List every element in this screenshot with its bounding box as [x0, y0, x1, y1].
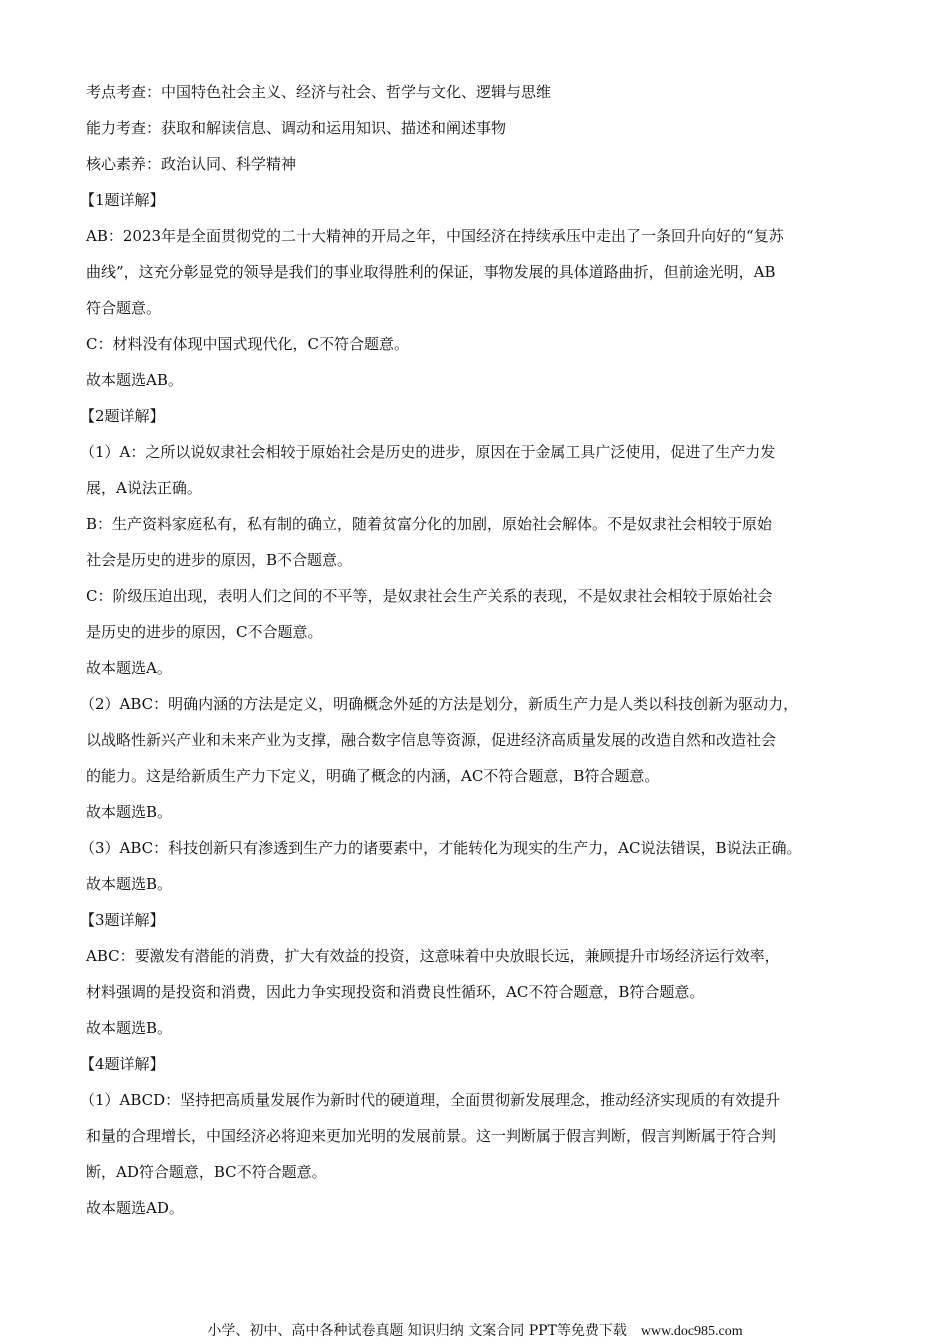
text-line: C：阶级压迫出现，表明人们之间的不平等，是奴隶社会生产关系的表现，不是奴隶社会相较于原始社会	[86, 587, 773, 605]
answer-line-q3: 故本题选B。	[86, 1019, 173, 1037]
section-heading-q1: 【1题详解】	[80, 191, 165, 209]
ability-line: 能力考查：获取和解读信息、调动和运用知识、描述和阐述事物	[86, 119, 507, 137]
text-line: 的能力。这是给新质生产力下定义，明确了概念的内涵，AC不符合题意，B符合题意。	[86, 767, 660, 785]
section-heading-q3: 【3题详解】	[80, 911, 165, 929]
text-line: ABC：要激发有潜能的消费，扩大有效益的投资，这意味着中央放眼长远，兼顾提升市场经济运行效率，	[86, 947, 780, 965]
text-line: （1）A：之所以说奴隶社会相较于原始社会是历史的进步，原因在于金属工具广泛使用，促进了生产力发	[80, 443, 776, 461]
text-line: 符合题意。	[86, 299, 162, 317]
text-line: （3）ABC：科技创新只有渗透到生产力的诸要素中，才能转化为现实的生产力，AC说法错误，B说法正确。	[80, 839, 802, 857]
text-line: 是历史的进步的原因，C不合题意。	[86, 623, 323, 641]
text-line: （2）ABC：明确内涵的方法是定义，明确概念外延的方法是划分，新质生产力是人类以科技创新为驱动力，	[80, 695, 799, 713]
answer-line-q2-2: 故本题选B。	[86, 803, 173, 821]
core-literacy-line: 核心素养：政治认同、科学精神	[86, 155, 297, 173]
text-line: 曲线”，这充分彰显党的领导是我们的事业取得胜利的保证，事物发展的具体道路曲折，但前途光明，AB	[86, 263, 776, 281]
footer-site-link[interactable]: www.doc985.com	[640, 1324, 743, 1339]
answer-line-q4: 故本题选AD。	[86, 1199, 184, 1217]
answer-line-q2-3: 故本题选B。	[86, 875, 173, 893]
text-line: （1）ABCD：坚持把高质量发展作为新时代的硬道理，全面贯彻新发展理念，推动经济实现质的有效提升	[80, 1091, 781, 1109]
text-line: 以战略性新兴产业和未来产业为支撑，融合数字信息等资源，促进经济高质量发展的改造自然和改造社会	[86, 731, 777, 749]
text-line: AB：2023年是全面贯彻党的二十大精神的开局之年，中国经济在持续承压中走出了一条回升向好的“复苏	[86, 227, 784, 245]
text-line: 材料强调的是投资和消费，因此力争实现投资和消费良性循环，AC不符合题意，B符合题意。	[86, 983, 705, 1001]
exam-point-line: 考点考查：中国特色社会主义、经济与社会、哲学与文化、逻辑与思维	[86, 83, 552, 101]
text-line: 展，A说法正确。	[86, 479, 202, 497]
text-line: 断，AD符合题意，BC不符合题意。	[86, 1163, 327, 1181]
text-line: 和量的合理增长，中国经济必将迎来更加光明的发展前景。这一判断属于假言判断，假言判断属于符合判	[86, 1127, 777, 1145]
answer-line-q2-1: 故本题选A。	[86, 659, 172, 677]
section-heading-q4: 【4题详解】	[80, 1055, 165, 1073]
document-body	[80, 74, 868, 1226]
text-line: B：生产资料家庭私有，私有制的确立，随着贫富分化的加剧，原始社会解体。不是奴隶社会相较于原始	[86, 515, 773, 533]
section-heading-q2: 【2题详解】	[80, 407, 165, 425]
footer-text: 小学、初中、高中各种试卷真题 知识归纳 文案合同 PPT等免费下载	[207, 1323, 627, 1339]
answer-line-q1: 故本题选AB。	[86, 371, 183, 389]
text-line: C：材料没有体现中国式现代化，C不符合题意。	[86, 335, 409, 353]
page-footer	[0, 1322, 950, 1341]
text-line: 社会是历史的进步的原因，B不合题意。	[86, 551, 353, 569]
